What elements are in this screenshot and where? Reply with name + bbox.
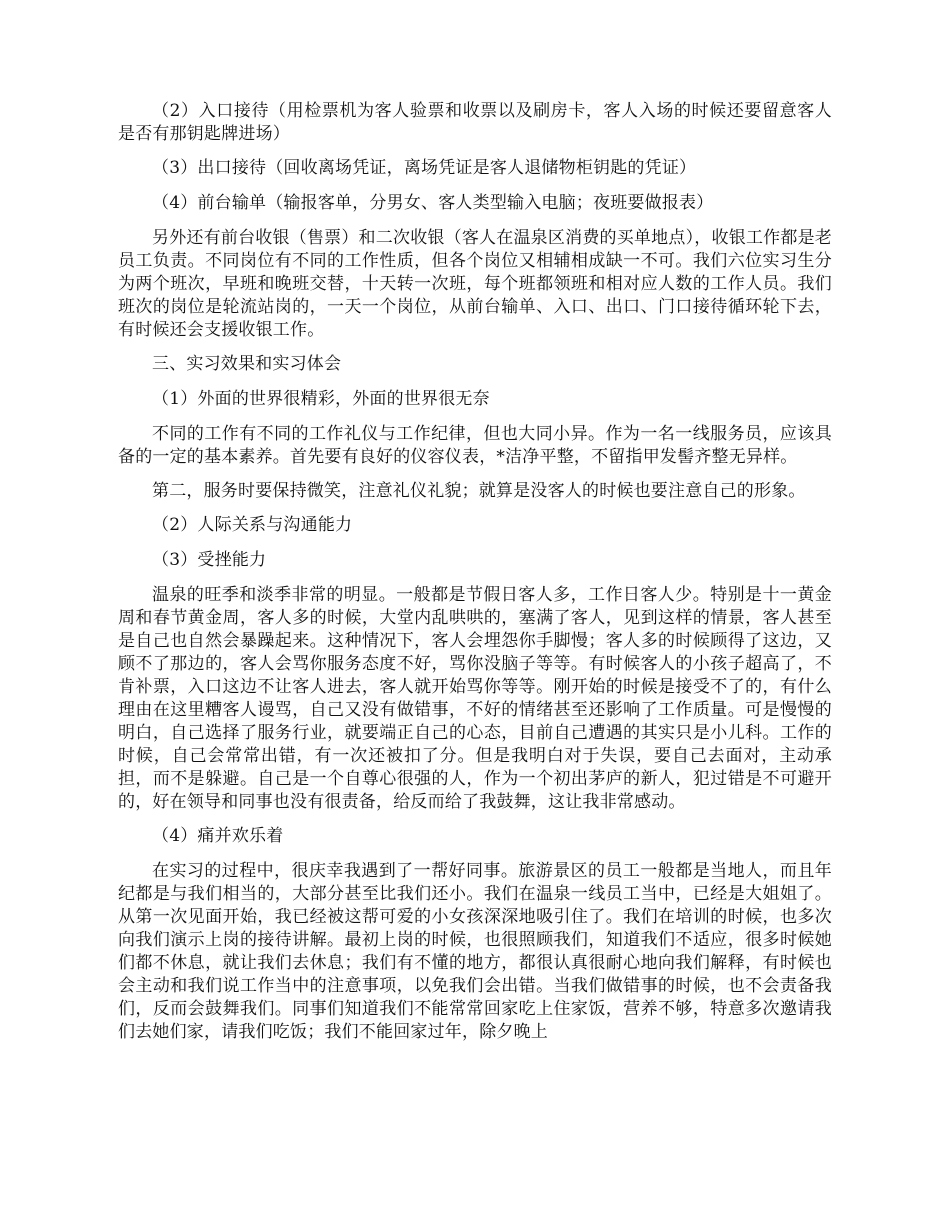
subheading-outside-world: （1）外面的世界很精彩，外面的世界很无奈 [152, 389, 490, 409]
subheading-pain-and-joy: （4）痛并欢乐着 [152, 826, 284, 846]
paragraph-front-desk-input: （4）前台输单（输报客单，分男女、客人类型输入电脑；夜班要做报表） [152, 193, 714, 213]
paragraph-exit-reception: （3）出口接待（回收离场凭证，离场凭证是客人退储物柜钥匙的凭证） [152, 158, 697, 178]
paragraph-peak-season: 温泉的旺季和淡季非常的明显。一般都是节假日客人多，工作日客人少。特别是十一黄金周和春节黄金周，客人多的时候，大堂内乱哄哄的，塞满了客人，见到这样的情景，客人甚至是自己也自然会暴躁起来。这种情况下，客人会埋怨你手脚慢；客人多的时候顾得了这边，又顾不了那边的，客人会骂你服务态度不好，骂你没脑子等等。有时候客人的小孩子超高了，不肯补票，入口这边不让客人进去，客人就开始骂你等等。刚开始的时候是接受不了的，有什么理由在这里糟客人谩骂，自己又没有做错事，不好的情绪甚至还影响了工作质量。可是慢慢的明白，自己选择了服务行业，就要端正自己的心态，目前自己遭遇的其实只是小儿科。工作的时候，自己会常常出错，有一次还被扣了分。但是我明白对于失误，要自己去面对，主动承担，而不是躲避。自己是一个自尊心很强的人，作为一个初出茅庐的新人，犯过错是不可避开的，好在领导和同事也没有很责备，给反而给了我鼓舞，这让我非常感动。 [118, 585, 832, 812]
paragraph-service-smile: 第二，服务时要保持微笑，注意礼仪礼貌；就算是没客人的时候也要注意自己的形象。 [152, 481, 806, 501]
section-heading-internship-effects: 三、实习效果和实习体会 [152, 354, 342, 374]
paragraph-colleagues: 在实习的过程中，很庆幸我遇到了一帮好同事。旅游景区的员工一般都是当地人，而且年纪都是与我们相当的，大部分甚至比我们还小。我们在温泉一线员工当中，已经是大姐姐了。从第一次见面开始，我已经被这帮可爱的小女孩深深地吸引住了。我们在培训的时候，也多次向我们演示上岗的接待讲解。最初上岗的时候，也很照顾我们，知道我们不适应，很多时候她们都不休息，就让我们去休息；我们有不懂的地方，都很认真很耐心地向我们解释，有时候也会主动和我们说工作当中的注意事项，以免我们会出错。当我们做错事的时候，也不会责备我们，反而会鼓舞我们。同事们知道我们不能常常回家吃上住家饭，营养不够，特意多次邀请我们去她们家，请我们吃饭；我们不能回家过年，除夕晚上 [118, 861, 832, 1042]
paragraph-cashier-shifts: 另外还有前台收银（售票）和二次收银（客人在温泉区消费的买单地点），收银工作都是老员工负责。不同岗位有不同的工作性质，但各个岗位又相辅相成缺一不可。我们六位实习生分为两个班次，早班和晚班交替，十天转一次班，每个班都领班和相对应人数的工作人员。我们班次的岗位是轮流站岗的，一天一个岗位，从前台输单、入口、出口、门口接待循环轮下去，有时候还会支援收银工作。 [118, 228, 832, 340]
paragraph-entrance-reception: （2）入口接待（用检票机为客人验票和收票以及刷房卡，客人入场的时候还要留意客人是否有那钥匙牌进场） [118, 101, 832, 144]
subheading-interpersonal: （2）人际关系与沟通能力 [152, 515, 353, 535]
paragraph-work-etiquette: 不同的工作有不同的工作礼仪与工作纪律，但也大同小异。作为一名一线服务员，应该具备的一定的基本素养。首先要有良好的仪容仪表，*洁净平整，不留指甲发髻齐整无异样。 [118, 424, 832, 467]
subheading-frustration: （3）受挫能力 [152, 550, 267, 570]
